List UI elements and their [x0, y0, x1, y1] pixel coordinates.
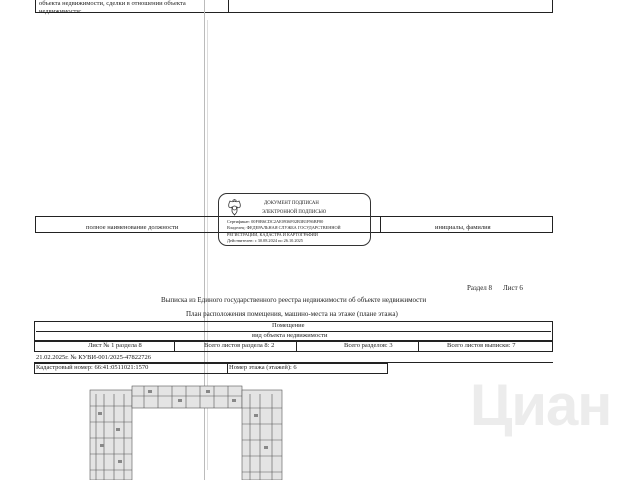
total-sheets-extract: Всего листов выписки: 7 — [447, 342, 516, 349]
total-sheets-section: Всего листов раздела 8: 2 — [204, 342, 275, 349]
position-caption: полное наименование должности — [86, 224, 179, 231]
stamp-title1: ДОКУМЕНТ ПОДПИСАН — [264, 201, 319, 206]
total-sections: Всего разделов: 3 — [344, 342, 393, 349]
sheet-number: Лист 6 — [503, 284, 523, 292]
sheet-of-section: Лист № 1 раздела 8 — [88, 342, 142, 349]
document-subtitle: План расположения помещения, машино-места на этаже (плане этажа) — [186, 310, 398, 318]
signature-row-right — [552, 216, 553, 233]
watermark-logo: Циан — [470, 373, 612, 438]
signature-row-divider — [380, 216, 381, 233]
floor-plan-drawing — [88, 384, 288, 480]
top-table-bottom-border — [35, 12, 553, 13]
document-title: Выписка из Единого государственного реестра недвижимости об объекте недвижимости — [161, 296, 427, 304]
stamp-title2: ЭЛЕКТРОННОЙ ПОДПИСЬЮ — [262, 210, 327, 215]
top-text-line2: недвижимости: — [39, 8, 82, 15]
sheets-row-divider — [296, 341, 297, 352]
stamp-valid: Действителен: с 30.08.2024 по 26.10.2025 — [227, 238, 303, 243]
stamp-certificate: Сертификат: 00F0B6CDC2AE0936F02B3B1F86BF80 — [227, 219, 324, 224]
stamp-owner: Владелец: ФЕДЕРАЛЬНАЯ СЛУЖБА ГОСУДАРСТВЕННОЙ — [227, 225, 341, 230]
electronic-signature-stamp — [218, 193, 371, 246]
initials-caption: инициалы, фамилия — [435, 224, 491, 231]
object-type: Помещение — [272, 322, 305, 329]
cadastral-divider — [227, 363, 228, 374]
top-text-line1: объекта недвижимости, сделки в отношении объекта — [39, 0, 186, 7]
floor-number: Номер этажа (этажей): 6 — [229, 364, 297, 371]
sheets-row-divider — [418, 341, 419, 352]
stamp-owner2: РЕГИСТРАЦИИ, КАДАСТРА И КАРТОГРАФИИ — [227, 232, 318, 237]
signature-row-left — [35, 216, 36, 233]
object-type-caption: вид объекта недвижимости — [252, 332, 328, 339]
date-and-number: 21.02.2025г. № КУВИ-001/2025-47822726 — [36, 354, 151, 361]
sheets-row-divider — [174, 341, 175, 352]
section-number: Раздел 8 — [467, 284, 493, 292]
coat-of-arms-icon — [226, 199, 243, 216]
cadastral-number: Кадастровый номер: 66:41:0511021:1570 — [36, 364, 149, 371]
